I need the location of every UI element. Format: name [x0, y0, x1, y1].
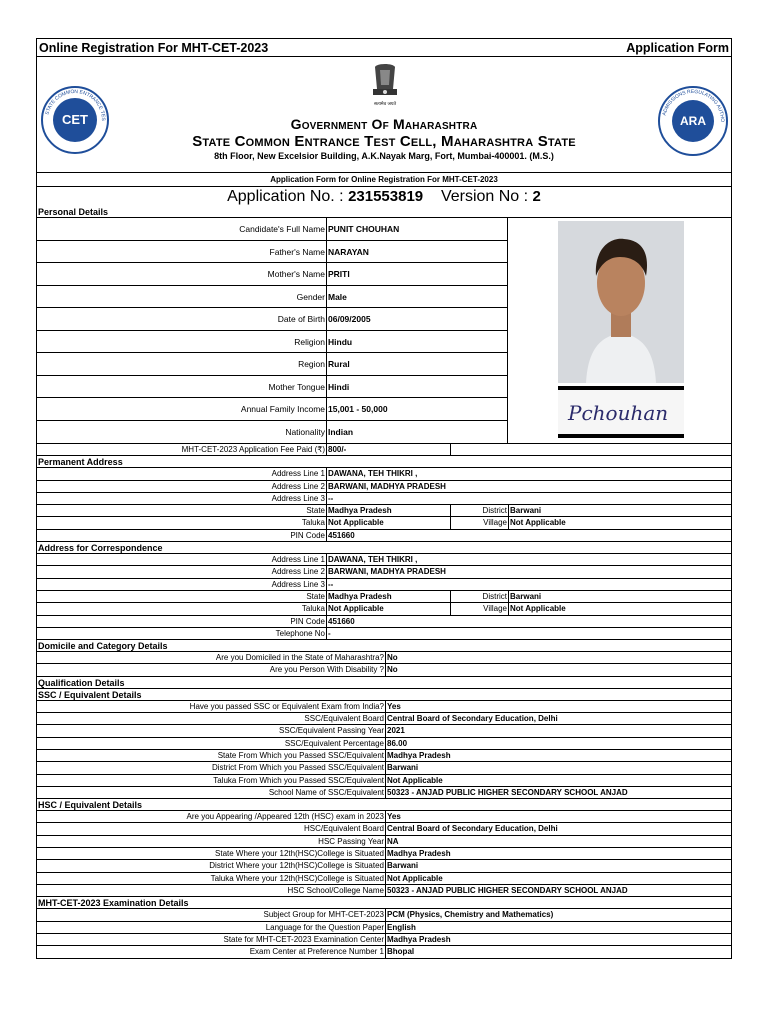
row-label: District From Which you Passed SSC/Equivalent — [37, 762, 386, 773]
application-number-row — [37, 187, 731, 206]
application-number: 231553819 — [348, 188, 424, 205]
row-label: District — [451, 591, 509, 602]
row-value: Not Applicable — [510, 518, 566, 528]
row-label: Telephone No — [37, 628, 327, 639]
table-row — [37, 860, 731, 872]
table-row — [37, 873, 731, 885]
row-value: DAWANA, TEH THIKRI , — [328, 469, 418, 479]
candidate-photo — [558, 221, 684, 383]
row-value: Central Board of Secondary Education, Delhi — [387, 824, 558, 834]
table-row — [37, 885, 731, 897]
row-label: Nationality — [37, 421, 327, 444]
row-label: Have you passed SSC or Equivalent Exam from India? — [37, 701, 386, 712]
row-value: Hindi — [328, 381, 350, 392]
row-label: Mother's Name — [37, 263, 327, 285]
table-row — [37, 241, 507, 264]
row-label: District — [451, 505, 509, 516]
section-ssc: SSC / Equivalent Details — [37, 689, 731, 701]
row-label: State From Which you Passed SSC/Equivalent — [37, 750, 386, 761]
row-label: SSC/Equivalent Passing Year — [37, 725, 386, 736]
row-label: Exam Center at Preference Number 1 — [37, 946, 386, 958]
row-value: Not Applicable — [327, 603, 451, 614]
personal-details-block — [37, 218, 731, 444]
row-value: Rural — [328, 359, 350, 369]
row-value: No — [387, 653, 398, 663]
row-value: BARWANI, MADHYA PRADESH — [328, 567, 446, 577]
row-value: -- — [328, 579, 334, 589]
section-permanent-address: Permanent Address — [37, 456, 731, 468]
table-row — [37, 481, 731, 493]
table-row — [37, 353, 507, 376]
registration-title: Online Registration For MHT-CET-2023 — [39, 40, 269, 55]
row-label: State Where your 12th(HSC)College is Situated — [37, 848, 386, 859]
top-bar — [37, 39, 731, 57]
row-label: Annual Family Income — [37, 398, 327, 420]
row-value: No — [387, 665, 398, 675]
row-value: BARWANI, MADHYA PRADESH — [328, 481, 446, 491]
row-label: Mother Tongue — [37, 376, 327, 398]
row-label: Gender — [37, 286, 327, 308]
fee-label: MHT-CET-2023 Application Fee Paid (₹) — [37, 444, 327, 455]
section-domicile-category: Domicile and Category Details — [37, 640, 731, 652]
row-label: Address Line 3 — [37, 579, 327, 590]
table-row — [37, 823, 731, 835]
table-row — [37, 836, 731, 848]
row-value: 451660 — [328, 616, 355, 626]
row-value: Barwani — [387, 861, 419, 871]
version-label: Version No : — [440, 188, 529, 205]
row-label: SSC/Equivalent Percentage — [37, 738, 386, 749]
row-value: -- — [328, 493, 334, 503]
table-row — [37, 934, 731, 946]
row-value: PCM (Physics, Chemistry and Mathematics) — [387, 910, 554, 920]
table-row — [37, 664, 731, 676]
signature-text: Pchouhan — [568, 401, 669, 425]
row-label: PIN Code — [37, 616, 327, 627]
section-hsc: HSC / Equivalent Details — [37, 799, 731, 811]
table-row — [37, 286, 507, 309]
row-value: Central Board of Secondary Education, Delhi — [387, 714, 558, 724]
row-value: 15,001 - 50,000 — [328, 404, 388, 414]
row-label: SSC/Equivalent Board — [37, 713, 386, 724]
row-value: NARAYAN — [328, 246, 369, 257]
application-form — [36, 38, 732, 959]
row-label: HSC Passing Year — [37, 836, 386, 847]
row-value: 86.00 — [387, 738, 408, 748]
row-value: Yes — [387, 701, 401, 711]
table-row — [37, 591, 731, 603]
row-value: Barwani — [510, 591, 542, 601]
row-value: Male — [328, 291, 347, 302]
version-number: 2 — [532, 188, 541, 205]
row-value: Barwani — [510, 506, 542, 516]
table-row — [37, 468, 731, 480]
section-correspondence-address: Address for Correspondence — [37, 542, 731, 554]
row-label: Father's Name — [37, 241, 327, 263]
section-exam-details: MHT-CET-2023 Examination Details — [37, 897, 731, 909]
row-value: 451660 — [328, 530, 355, 540]
table-row — [37, 398, 507, 421]
row-label: Candidate's Full Name — [37, 218, 327, 240]
row-label: State — [37, 505, 327, 516]
row-label: Language for the Question Paper — [37, 922, 386, 933]
row-label: HSC School/College Name — [37, 885, 386, 896]
table-row — [37, 848, 731, 860]
row-value: DAWANA, TEH THIKRI , — [328, 555, 418, 565]
table-row — [37, 713, 731, 725]
table-row — [37, 725, 731, 737]
row-value: PRITI — [328, 269, 350, 279]
table-row — [37, 738, 731, 750]
row-value: Indian — [328, 426, 354, 437]
row-label: State — [37, 591, 327, 602]
row-value: 06/09/2005 — [328, 314, 371, 324]
row-value: English — [387, 922, 416, 932]
candidate-signature — [558, 386, 684, 438]
row-label: Address Line 3 — [37, 493, 327, 504]
table-row — [37, 554, 731, 566]
table-row — [37, 616, 731, 628]
row-label: Address Line 2 — [37, 481, 327, 492]
row-label: Religion — [37, 331, 327, 353]
form-subtitle: Application Form for Online Registration For MHT-CET-2023 — [37, 173, 731, 187]
cell-title: State Common Entrance Test Cell, Maharashtra State — [192, 133, 576, 150]
row-label: Region — [37, 353, 327, 375]
row-value: NA — [387, 836, 399, 846]
row-label: PIN Code — [37, 530, 327, 541]
table-row — [37, 775, 731, 787]
row-label: Address Line 1 — [37, 468, 327, 479]
row-label: Subject Group for MHT-CET-2023 — [37, 909, 386, 920]
table-row — [37, 628, 731, 640]
seal-left-text: CET — [62, 112, 88, 127]
table-row — [37, 750, 731, 762]
table-row — [37, 579, 731, 591]
row-value: Madhya Pradesh — [327, 505, 451, 516]
emblem-motto: सत्यमेव जयते — [373, 102, 397, 107]
row-label: School Name of SSC/Equivalent — [37, 787, 386, 798]
row-value: Barwani — [387, 763, 419, 773]
row-label: Are you Appearing /Appeared 12th (HSC) exam in 2023 — [37, 811, 386, 822]
row-label: District Where your 12th(HSC)College is Situated — [37, 860, 386, 871]
table-row — [37, 603, 731, 615]
table-row — [37, 218, 507, 241]
row-value: Madhya Pradesh — [387, 750, 451, 760]
table-row — [37, 493, 731, 505]
photo-column — [507, 218, 731, 443]
row-label: Village — [451, 603, 509, 614]
row-label: State for MHT-CET-2023 Examination Center — [37, 934, 386, 945]
row-value: PUNIT CHOUHAN — [328, 224, 400, 234]
row-label: Taluka Where your 12th(HSC)College is Situated — [37, 873, 386, 884]
row-label: Address Line 1 — [37, 554, 327, 565]
table-row — [37, 308, 507, 331]
svg-text:ADMISSIONS REGULATING AUTHORIT: ADMISSIONS REGULATING AUTHO — [661, 88, 726, 123]
row-value: 50323 - ANJAD PUBLIC HIGHER SECONDARY SCHOOL ANJAD — [387, 787, 628, 797]
row-value: Yes — [387, 812, 401, 822]
table-row — [37, 787, 731, 799]
table-row — [37, 566, 731, 578]
letterhead — [37, 57, 731, 173]
row-value: Madhya Pradesh — [387, 849, 451, 859]
table-row — [37, 701, 731, 713]
row-label: Village — [451, 517, 509, 528]
table-row — [37, 376, 507, 399]
row-label: Are you Person With Disability ? — [37, 664, 386, 675]
row-value: Bhopal — [387, 947, 415, 957]
row-label: Date of Birth — [37, 308, 327, 330]
row-label: Taluka — [37, 517, 327, 528]
row-label: Are you Domiciled in the State of Maharashtra? — [37, 652, 386, 663]
table-row — [37, 909, 731, 921]
table-row — [37, 530, 731, 542]
row-label: Taluka From Which you Passed SSC/Equivalent — [37, 775, 386, 786]
fee-value: 800/- — [327, 444, 451, 455]
row-value: 50323 - ANJAD PUBLIC HIGHER SECONDARY SCHOOL ANJAD — [387, 885, 628, 895]
national-emblem-icon — [367, 61, 403, 113]
row-value: Not Applicable — [387, 775, 443, 785]
row-value: Madhya Pradesh — [327, 591, 451, 602]
table-row — [37, 652, 731, 664]
row-value: Not Applicable — [510, 604, 566, 614]
row-value: - — [328, 628, 331, 638]
table-row — [37, 811, 731, 823]
application-number-label: Application No. : — [227, 188, 344, 205]
table-row — [37, 421, 507, 444]
government-title: Government Of Maharashtra — [290, 116, 478, 132]
table-row — [37, 922, 731, 934]
section-qualification: Qualification Details — [37, 677, 731, 689]
seal-right-text: ARA — [680, 114, 706, 128]
office-address: 8th Floor, New Excelsior Building, A.K.Nayak Marg, Fort, Mumbai-400001. (M.S.) — [214, 151, 554, 161]
row-value: Not Applicable — [387, 873, 443, 883]
row-value: 2021 — [387, 726, 405, 736]
row-value: Madhya Pradesh — [387, 934, 451, 944]
table-row — [37, 331, 507, 354]
fee-row — [37, 444, 731, 456]
row-label: Taluka — [37, 603, 327, 614]
row-value: Not Applicable — [327, 517, 451, 528]
table-row — [37, 762, 731, 774]
row-label: HSC/Equivalent Board — [37, 823, 386, 834]
section-personal-details: Personal Details — [37, 206, 731, 218]
table-row — [37, 946, 731, 958]
row-label: Address Line 2 — [37, 566, 327, 577]
svg-text:STATE COMMON ENTRANCE TEST CEL: STATE COMMON ENTRANCE TES — [44, 88, 107, 121]
form-type-label: Application Form — [626, 40, 729, 55]
table-row — [37, 517, 731, 529]
personal-details-rows — [37, 218, 507, 443]
table-row — [37, 263, 507, 286]
table-row — [37, 505, 731, 517]
row-value: Hindu — [328, 336, 353, 347]
